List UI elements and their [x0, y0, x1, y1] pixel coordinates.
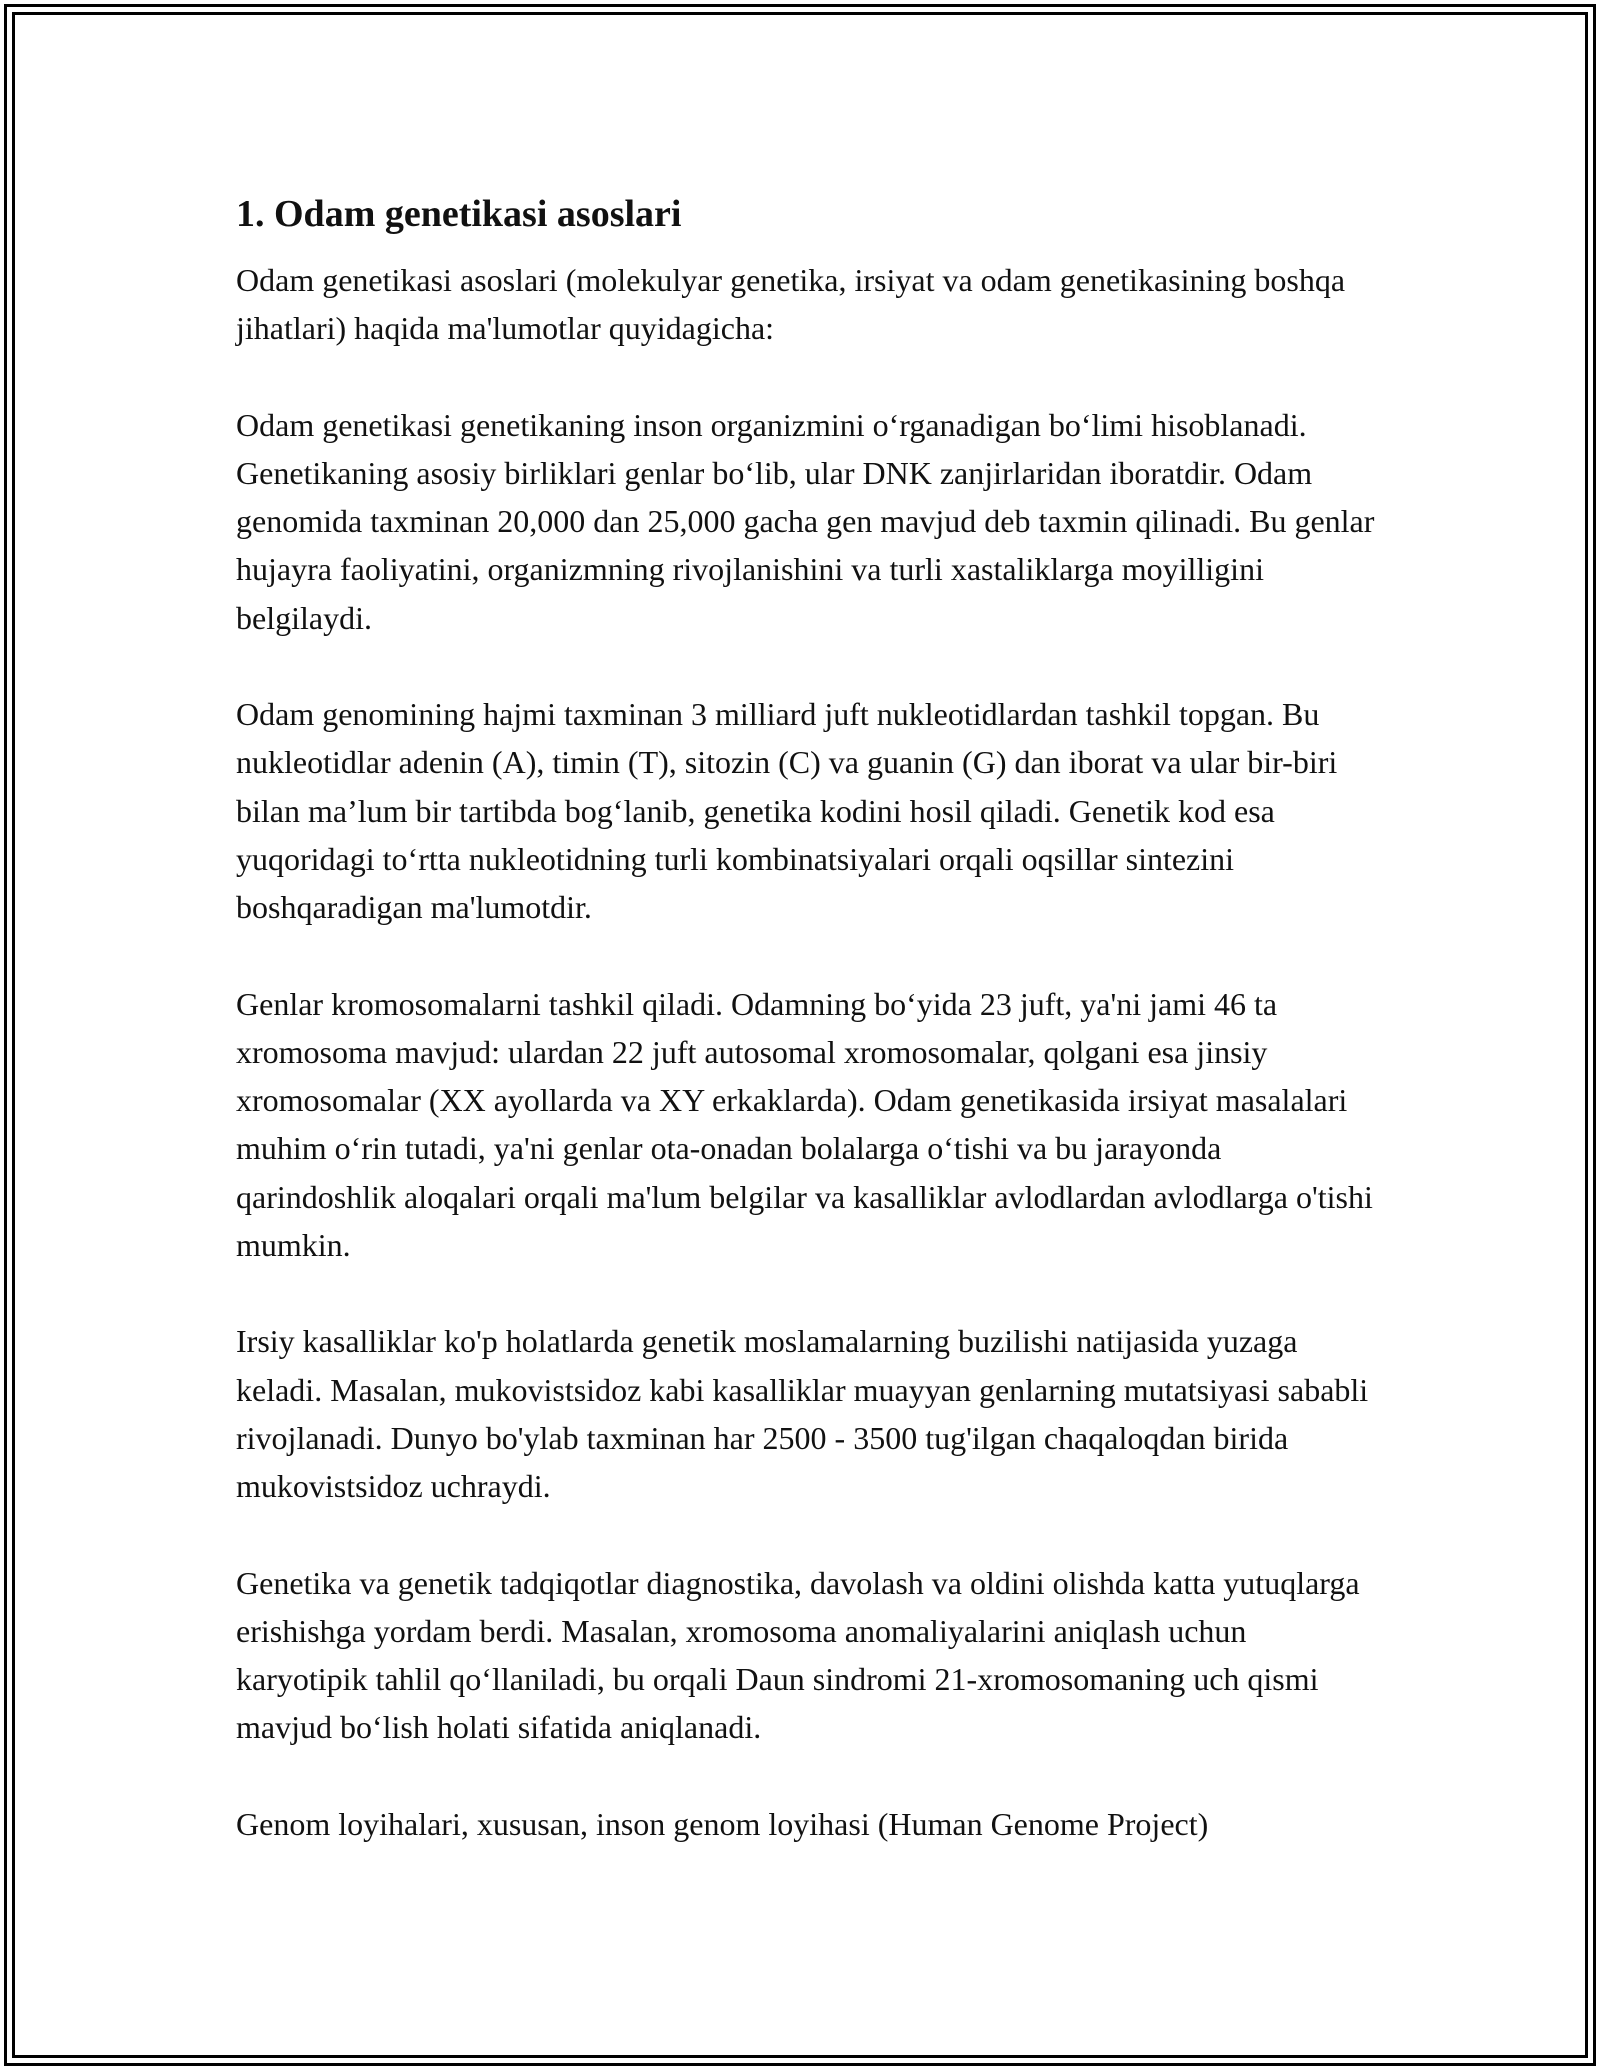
paragraph-genome-size: Odam genomining hajmi taxminan 3 milliard juft nukleotidlardan tashkil topgan. Bu nukleotidlar adenin (A), timin (T), sitozin (C) va guanin (G) dan iborat va ular bir-biri bilan ma’lum bir tartibda bog‘lanib, genetika kodini hosil qiladi. Genetik kod esa yuqoridagi to‘rtta nukleotidning turli kombinatsiyalari orqali oqsillar sintezini boshqaradigan ma'lumotdir.: [236, 696, 1338, 926]
paragraph-genome-projects: Genom loyihalari, xususan, inson genom loyihasi (Human Genome Project): [236, 1805, 1209, 1842]
paragraph-genetics-definition: Odam genetikasi genetikaning inson organizmini o‘rganadigan bo‘limi hisoblanadi. Genetikaning asosiy birliklari genlar bo‘lib, ular DNK zanjirlaridan iboratdir. Odam genomida taxminan 20,000 dan 25,000 gacha gen mavjud deb taxmin qilinadi. Bu genlar hujayra faoliyatini, organizmning rivojlanishini va turli xastaliklarga moyilligini belgilaydi.: [236, 406, 1375, 636]
paragraph-chromosomes: Genlar kromosomalarni tashkil qiladi. Odamning bo‘yida 23 juft, ya'ni jami 46 ta xromosoma mavjud: ulardan 22 juft autosomal xromosomalar, qolgani esa jinsiy xromosomalar (XX ayollarda va XY erkaklarda). Odam genetikasida irsiyat masalalari muhim o‘rin tutadi, ya'ni genlar ota-onadan bolalarga o‘tishi va bu jarayonda qarindoshlik aloqalari orqali ma'lum belgilar va kasalliklar avlodlardan avlodlarga o'tishi mumkin.: [236, 985, 1373, 1264]
paragraph-intro: Odam genetikasi asoslari (molekulyar genetika, irsiyat va odam genetikasining boshqa jihatlari) haqida ma'lumotlar quyidagicha:: [236, 262, 1346, 347]
paragraph-genetic-research: Genetika va genetik tadqiqotlar diagnostika, davolash va oldini olishda katta yutuqlarga erishishga yordam berdi. Masalan, xromosoma anomaliyalarini aniqlash uchun karyotipik tahlil qo‘llaniladi, bu orqali Daun sindromi 21-xromosomaning uch qismi mavjud bo‘lish holati sifatida aniqlanadi.: [236, 1564, 1360, 1746]
document-body: [236, 188, 1376, 1848]
page-title: 1. Odam genetikasi asoslari: [236, 193, 682, 235]
paragraph-hereditary-diseases: Irsiy kasalliklar ko'p holatlarda genetik moslamalarning buzilishi natijasida yuzaga keladi. Masalan, mukovistsidoz kabi kasalliklar muayyan genlarning mutatsiyasi sababli rivojlanadi. Dunyo bo'ylab taxminan har 2500 - 3500 tug'ilgan chaqaloqdan birida mukovistsidoz uchraydi.: [236, 1323, 1369, 1505]
